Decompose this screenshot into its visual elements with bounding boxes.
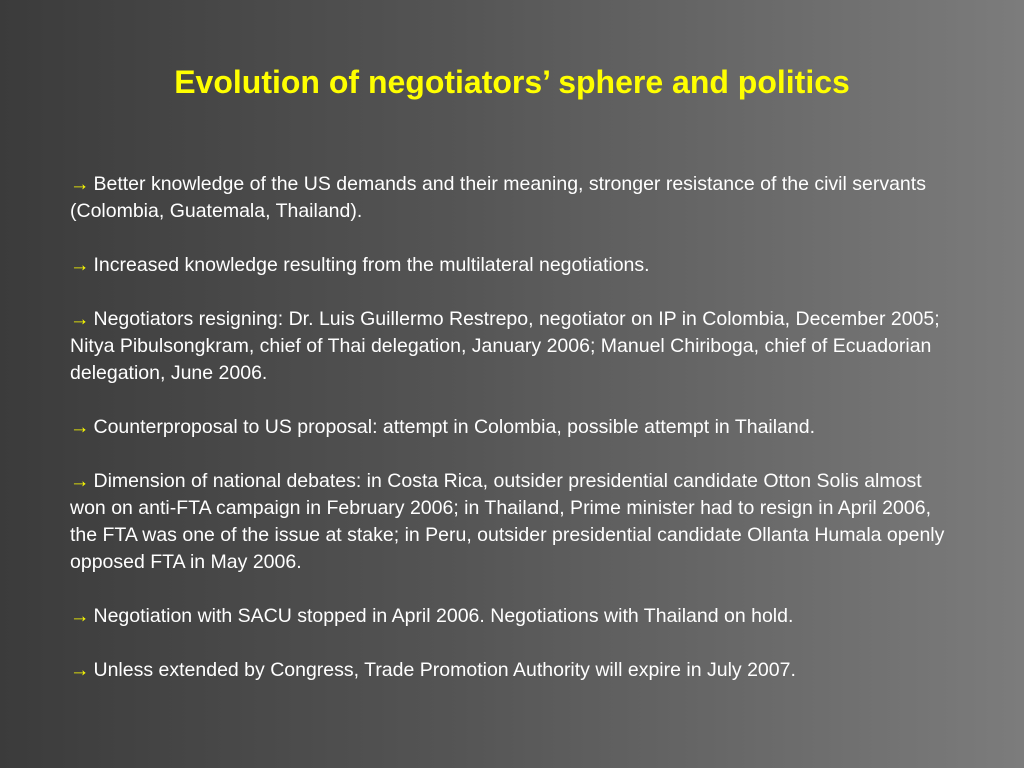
bullet-text: Increased knowledge resulting from the multilateral negotiations. xyxy=(93,254,650,276)
arrow-right-icon: → xyxy=(70,659,90,681)
bullet-text: Negotiators resigning: Dr. Luis Guillermo Restrepo, negotiator on IP in Colombia, December 2005; Nitya Pibulsongkram, chief of Thai delegation, January 2006; Manuel Chiriboga, chief of Ecuadorian delegation, June 2006. xyxy=(70,308,940,384)
bullet-text: Better knowledge of the US demands and their meaning, stronger resistance of the civil servants (Colombia, Guatemala, Thailand). xyxy=(70,173,926,222)
arrow-right-icon: → xyxy=(70,416,90,438)
arrow-right-icon: → xyxy=(70,470,90,492)
bullet-item xyxy=(70,306,960,387)
arrow-right-icon: → xyxy=(70,605,90,627)
bullet-item xyxy=(70,414,960,441)
bullet-text: Unless extended by Congress, Trade Promotion Authority will expire in July 2007. xyxy=(93,659,796,681)
arrow-right-icon: → xyxy=(70,308,90,330)
bullet-text: Negotiation with SACU stopped in April 2006. Negotiations with Thailand on hold. xyxy=(93,605,794,627)
arrow-right-icon: → xyxy=(70,173,90,195)
bullet-item xyxy=(70,171,960,225)
bullet-item xyxy=(70,657,960,684)
bullet-text: Dimension of national debates: in Costa Rica, outsider presidential candidate Otton Solis almost won on anti-FTA campaign in February 2006; in Thailand, Prime minister had to resign in April 2006, the FTA was one of the issue at stake; in Peru, outsider presidential candidate Ollanta Humala openly opposed FTA in May 2006. xyxy=(70,470,945,573)
bullet-item xyxy=(70,252,960,279)
slide-title: Evolution of negotiators’ sphere and politics xyxy=(174,64,850,100)
bullet-item xyxy=(70,603,960,630)
arrow-right-icon: → xyxy=(70,254,90,276)
bullet-item xyxy=(70,468,960,576)
bullet-text: Counterproposal to US proposal: attempt in Colombia, possible attempt in Thailand. xyxy=(93,416,816,438)
bullet-list xyxy=(70,171,960,711)
